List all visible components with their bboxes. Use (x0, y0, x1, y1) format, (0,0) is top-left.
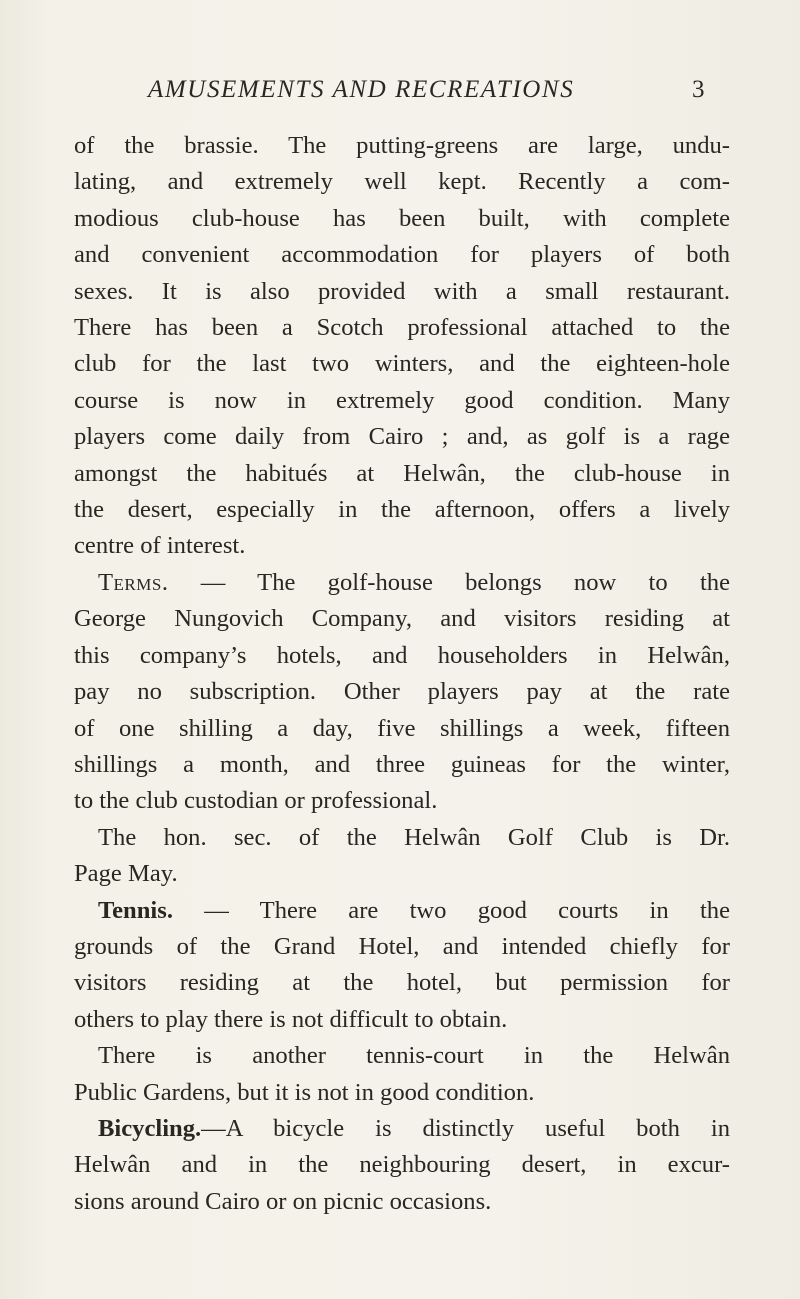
text-line: There has been a Scotch professional attached to the (74, 314, 730, 342)
body-text (74, 128, 730, 1220)
text-line: to the club custodian or professional. (74, 787, 438, 815)
section-lead-terms: Terms. (98, 568, 169, 596)
text-line: amongst the habitués at Helwân, the club-house in (74, 459, 730, 487)
text-line: Page May. (74, 860, 178, 888)
text-line: sexes. It is also provided with a small restaurant. (74, 277, 730, 305)
text-line: grounds of the Grand Hotel, and intended chiefly for (74, 932, 730, 960)
page-number: 3 (692, 76, 705, 103)
text-line: players come daily from Cairo ; and, as golf is a rage (74, 423, 730, 451)
text-line: course is now in extremely good condition. Many (74, 386, 730, 414)
text-fragment: — There are two good courts in the (172, 896, 730, 924)
text-line: The hon. sec. of the Helwân Golf Club is Dr. (98, 823, 730, 851)
section-lead-bicycling: Bicycling. (98, 1114, 202, 1142)
text-line: sions around Cairo or on picnic occasions. (74, 1187, 492, 1215)
paragraph-public-gardens (74, 1038, 730, 1111)
text-line: visitors residing at the hotel, but permission for (74, 969, 730, 997)
paragraph-hon-sec (74, 820, 730, 893)
text-line: lating, and extremely well kept. Recently a com- (74, 168, 730, 196)
paragraph-tennis (74, 893, 730, 1039)
text-line: club for the last two winters, and the eighteen-hole (74, 350, 730, 378)
text-line: the desert, especially in the afternoon, offers a lively (74, 496, 730, 524)
text-line: of one shilling a day, five shillings a week, fifteen (74, 714, 730, 742)
text-line-first (74, 893, 730, 929)
running-title: AMUSEMENTS AND RECREATIONS (148, 76, 575, 103)
text-line: shillings a month, and three guineas for the winter, (74, 750, 730, 778)
text-fragment: —A bicycle is distinctly useful both in (201, 1114, 730, 1142)
paragraph-golf-course (74, 128, 730, 565)
text-line: centre of interest. (74, 532, 246, 560)
text-line: pay no subscription. Other players pay at the rate (74, 678, 730, 706)
text-line: and convenient accommodation for players of both (74, 241, 730, 269)
text-line-first (74, 1111, 730, 1147)
text-line: others to play there is not difficult to obtain. (74, 1005, 508, 1033)
text-line: modious club-house has been built, with complete (74, 204, 730, 232)
paragraph-bicycling (74, 1111, 730, 1220)
paragraph-terms (74, 565, 730, 820)
text-line: George Nungovich Company, and visitors residing at (74, 605, 730, 633)
section-lead-tennis: Tennis. (98, 896, 173, 924)
text-line-first (74, 565, 730, 601)
text-line: Helwân and in the neighbouring desert, in excur- (74, 1151, 730, 1179)
text-line: There is another tennis-court in the Helwân (98, 1042, 730, 1070)
text-fragment: — The golf-house belongs now to the (168, 568, 730, 596)
running-head (0, 76, 800, 116)
text-line: Public Gardens, but it is not in good condition. (74, 1078, 535, 1106)
text-line: of the brassie. The putting-greens are large, undu- (74, 132, 730, 159)
text-line: this company’s hotels, and householders in Helwân, (74, 641, 730, 669)
